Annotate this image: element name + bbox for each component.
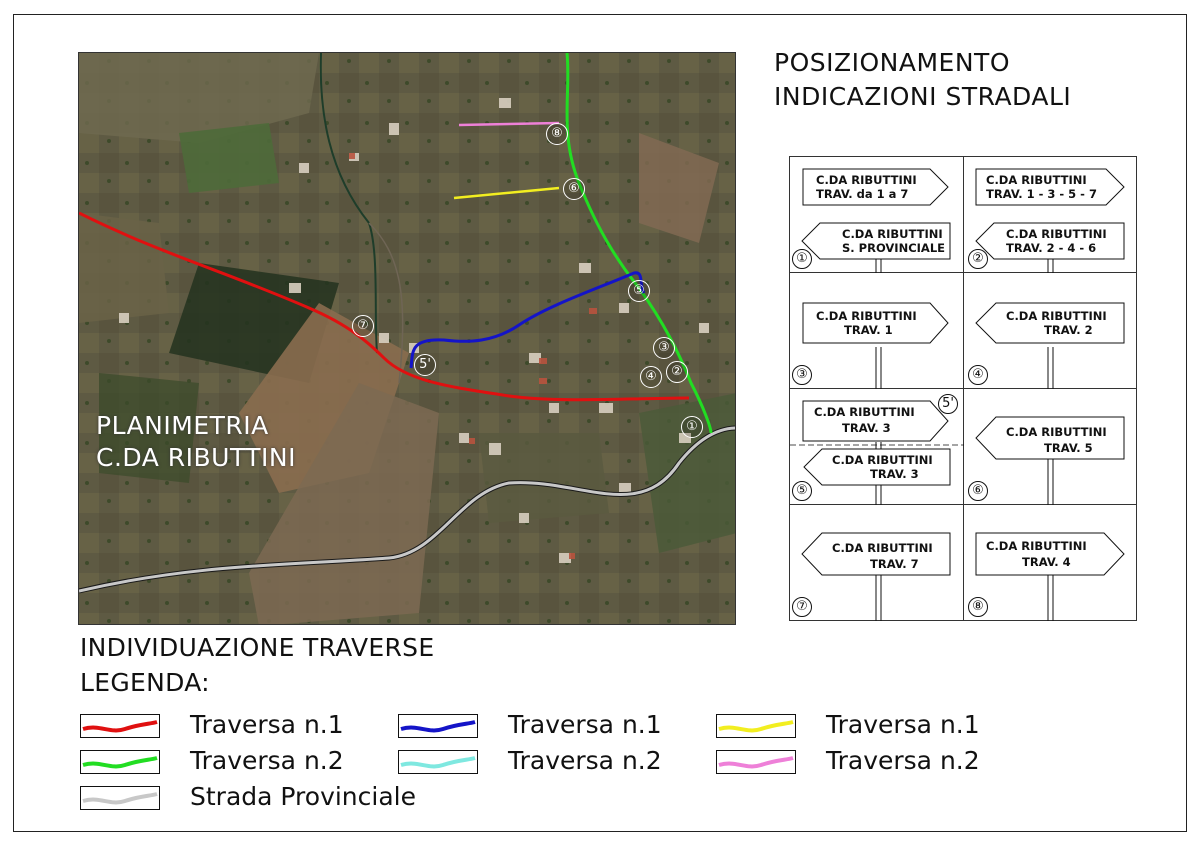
map-marker-6: ⑥ bbox=[563, 178, 585, 200]
map-marker-1: ① bbox=[681, 416, 703, 438]
sign-7-line1: C.DA RIBUTTINI bbox=[832, 541, 933, 555]
sign-cell-number-5: ⑤ bbox=[792, 481, 812, 501]
legend-swatch-red bbox=[80, 714, 160, 738]
sign-2b-line1: C.DA RIBUTTINI bbox=[1006, 227, 1107, 241]
sign-7-line2: TRAV. 7 bbox=[870, 557, 919, 571]
sign-cell-8 bbox=[964, 505, 1138, 621]
legend-item-blue bbox=[398, 712, 698, 742]
sign-1a-line2: TRAV. da 1 a 7 bbox=[816, 187, 909, 201]
legend-item-grey bbox=[80, 784, 440, 814]
map-marker-3: ③ bbox=[653, 337, 675, 359]
legend-item-red bbox=[80, 712, 380, 742]
sign-5a-line1: C.DA RIBUTTINI bbox=[814, 405, 915, 419]
sign-cell-7 bbox=[790, 505, 964, 621]
map-title-line1: PLANIMETRIA bbox=[96, 411, 269, 440]
sign-6-line2: TRAV. 5 bbox=[1044, 441, 1093, 455]
sign-cell-number-8: ⑧ bbox=[968, 597, 988, 617]
sign-cell-number-3: ③ bbox=[792, 365, 812, 385]
legend-label-green: Traversa n.2 bbox=[190, 746, 344, 775]
legend-swatch-grey bbox=[80, 786, 160, 810]
map-marker-7: ⑧ bbox=[546, 123, 568, 145]
map-image bbox=[79, 53, 736, 625]
legend-label-red: Traversa n.1 bbox=[190, 710, 344, 739]
sign-cell-3 bbox=[790, 273, 964, 389]
sign-3-line1: C.DA RIBUTTINI bbox=[816, 309, 917, 323]
signs-grid bbox=[789, 156, 1137, 621]
sign-cell-number-7: ⑦ bbox=[792, 597, 812, 617]
sign-1b-line1: C.DA RIBUTTINI bbox=[842, 227, 943, 241]
map-marker-2: ② bbox=[666, 361, 688, 383]
legend-label-blue: Traversa n.1 bbox=[508, 710, 662, 739]
map-marker-5-prime: 5' bbox=[414, 354, 436, 376]
sign-cell-number-4: ④ bbox=[968, 365, 988, 385]
sign-3-line2: TRAV. 1 bbox=[844, 323, 893, 337]
main-title-line1: POSIZIONAMENTO bbox=[774, 48, 1010, 77]
map-marker-5: ⑤ bbox=[628, 280, 650, 302]
legend-swatch-blue bbox=[398, 714, 478, 738]
legend-label-pink: Traversa n.2 bbox=[826, 746, 980, 775]
sign-8-line1: C.DA RIBUTTINI bbox=[986, 539, 1087, 553]
sign-8-line2: TRAV. 4 bbox=[1022, 555, 1071, 569]
sign-cell-6 bbox=[964, 389, 1138, 505]
main-title bbox=[774, 46, 1071, 114]
sign-cell-2 bbox=[964, 157, 1138, 273]
sign-cell-number-1: ① bbox=[792, 249, 812, 269]
map-marker-8: ⑦ bbox=[352, 315, 374, 337]
map-marker-4: ④ bbox=[640, 366, 662, 388]
legend-title: LEGENDA: bbox=[80, 668, 210, 697]
sign-cell-1 bbox=[790, 157, 964, 273]
legend-swatch-green bbox=[80, 750, 160, 774]
aerial-map bbox=[78, 52, 736, 625]
sign-cell-4 bbox=[964, 273, 1138, 389]
sign-cell-5 bbox=[790, 389, 964, 505]
sign-cell-number-5-prime: 5' bbox=[938, 394, 958, 414]
legend-label-yellow: Traversa n.1 bbox=[826, 710, 980, 739]
section-title: INDIVIDUAZIONE TRAVERSE bbox=[80, 633, 435, 662]
legend-item-green bbox=[80, 748, 380, 778]
sign-4-line2: TRAV. 2 bbox=[1044, 323, 1093, 337]
main-title-line2: INDICAZIONI STRADALI bbox=[774, 82, 1072, 111]
legend-item-yellow bbox=[716, 712, 1016, 742]
legend-swatch-yellow bbox=[716, 714, 796, 738]
sign-5b-line1: C.DA RIBUTTINI bbox=[832, 453, 933, 467]
legend-swatch-cyan bbox=[398, 750, 478, 774]
sign-6-line1: C.DA RIBUTTINI bbox=[1006, 425, 1107, 439]
sign-2a-line1: C.DA RIBUTTINI bbox=[986, 173, 1087, 187]
sign-2a-line2: TRAV. 1 - 3 - 5 - 7 bbox=[986, 187, 1097, 201]
sign-2b-line2: TRAV. 2 - 4 - 6 bbox=[1006, 241, 1097, 255]
legend-item-pink bbox=[716, 748, 1016, 778]
sign-5a-line2: TRAV. 3 bbox=[842, 421, 891, 435]
legend-label-cyan: Traversa n.2 bbox=[508, 746, 662, 775]
map-title-line2: C.DA RIBUTTINI bbox=[96, 443, 297, 472]
sign-5b-line2: TRAV. 3 bbox=[870, 467, 919, 481]
sign-1a-line1: C.DA RIBUTTINI bbox=[816, 173, 917, 187]
legend-item-cyan bbox=[398, 748, 698, 778]
sign-cell-number-6: ⑥ bbox=[968, 481, 988, 501]
sign-cell-number-2: ② bbox=[968, 249, 988, 269]
map-title bbox=[96, 410, 296, 474]
sign-4-line1: C.DA RIBUTTINI bbox=[1006, 309, 1107, 323]
legend-swatch-pink bbox=[716, 750, 796, 774]
sign-1b-line2: S. PROVINCIALE bbox=[842, 241, 946, 255]
legend-label-grey: Strada Provinciale bbox=[190, 782, 416, 811]
